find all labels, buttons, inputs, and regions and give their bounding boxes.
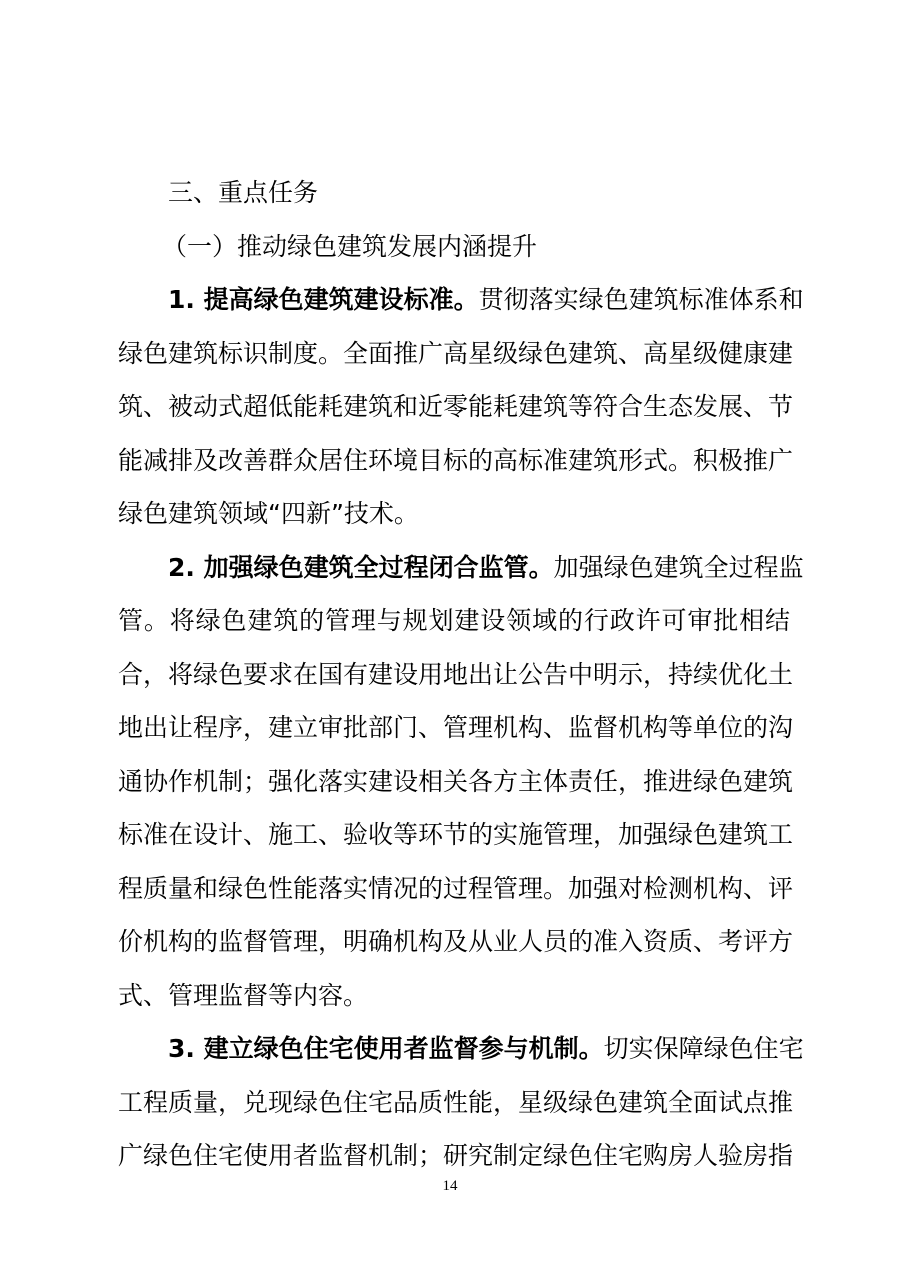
item-title: 2. 加强绿色建筑全过程闭合监管。 (168, 552, 554, 582)
paragraph-line: 绿色建筑标识制度。全面推广高星级绿色建筑、高星级健康建 (118, 338, 794, 368)
item-text: 加强绿色建筑全过程监 (553, 552, 804, 582)
paragraph-line: 通协作机制；强化落实建设相关各方主体责任，推进绿色建筑 (118, 766, 794, 796)
paragraph-first-line (118, 541, 804, 595)
item-text: 贯彻落实绿色建筑标准体系和 (478, 285, 804, 314)
paragraph-line: 地出让程序，建立审批部门、管理机构、监督机构等单位的沟 (118, 713, 794, 742)
paragraph-line: 式、管理监督等内容。 (118, 980, 369, 1010)
paragraph-line: 能减排及改善群众居住环境目标的高标准建筑形式。积极推广 (118, 445, 794, 475)
item-title: 3. 建立绿色住宅使用者监督参与机制。 (168, 1034, 604, 1063)
paragraph-first-line (118, 1022, 804, 1076)
subsection-heading: （一）推动绿色建筑发展内涵提升 (162, 231, 538, 261)
paragraph-line: 合，将绿色要求在国有建设用地出让公告中明示，持续优化土 (118, 659, 794, 689)
paragraph-line: 筑、被动式超低能耗建筑和近零能耗建筑等符合生态发展、节 (118, 392, 794, 421)
document-body (118, 166, 804, 1183)
paragraph-item-2 (118, 541, 804, 1023)
paragraph-line: 工程质量，兑现绿色住宅品质性能，星级绿色建筑全面试点推 (118, 1087, 794, 1117)
paragraph-item-3 (118, 1022, 804, 1183)
paragraph-item-1 (118, 273, 804, 541)
paragraph-first-line (118, 273, 804, 327)
paragraph-line: 程质量和绿色性能落实情况的过程管理。加强对检测机构、评 (118, 873, 794, 903)
item-title: 1. 提高绿色建筑建设标准。 (168, 285, 479, 314)
section-heading: 三、重点任务 (168, 178, 319, 207)
paragraph-line: 广绿色住宅使用者监督机制；研究制定绿色住宅购房人验房指 (118, 1141, 794, 1170)
item-text: 切实保障绿色住宅 (603, 1034, 804, 1063)
paragraph-line: 绿色建筑领域“四新”技术。 (118, 499, 419, 528)
paragraph-line: 标准在设计、施工、验收等环节的实施管理，加强绿色建筑工 (118, 820, 794, 849)
paragraph-line: 价机构的监督管理，明确机构及从业人员的准入资质、考评方 (118, 927, 794, 956)
paragraph-line: 管。将绿色建筑的管理与规划建设领域的行政许可审批相结 (118, 606, 790, 635)
page-number: 14 (442, 1178, 458, 1194)
